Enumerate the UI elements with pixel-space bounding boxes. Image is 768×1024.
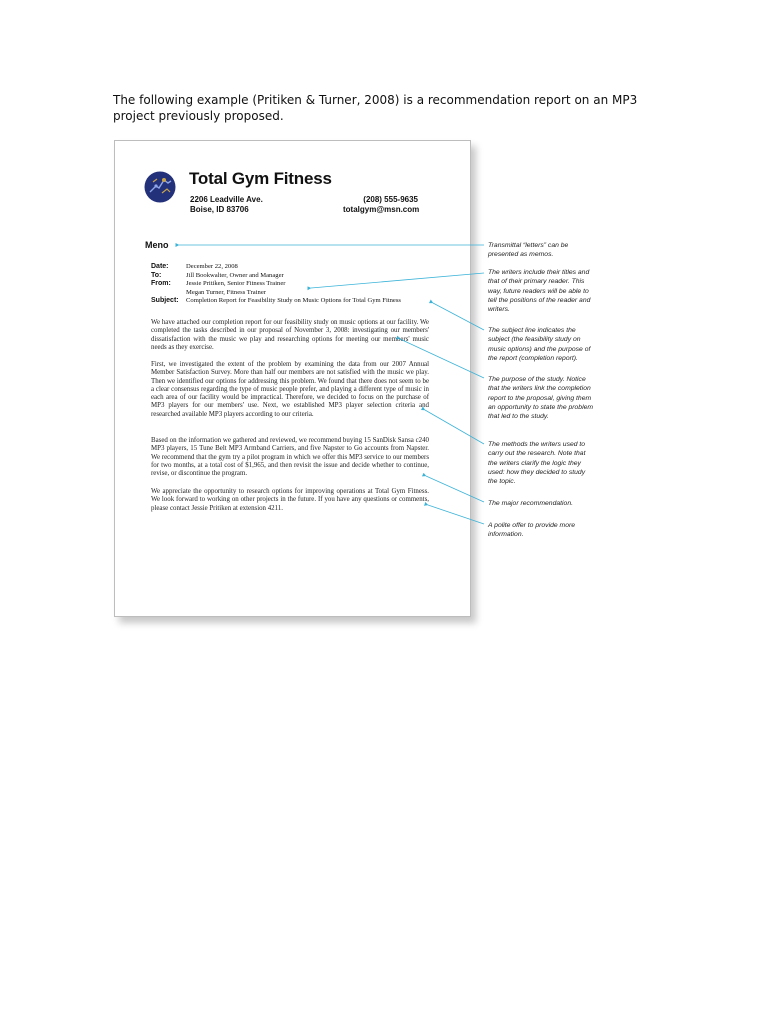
annotation-polite-offer: A polite offer to provide more information.	[488, 522, 576, 539]
annotation-methods: The methods the writers used to carry out the research. Note that the writers clarify the logic they used: how they decided to study the topic.	[488, 441, 586, 486]
memo-title: Meno	[145, 240, 169, 250]
address-line-2: Boise, ID 83706	[190, 205, 249, 214]
callout-line-subject	[433, 303, 484, 330]
company-phone: (208) 555-9635	[363, 195, 418, 204]
to-label: To:	[151, 271, 162, 279]
from-label: From:	[151, 280, 171, 287]
annotation-titles: The writers include their titles and that of their primary reader. This way, future readers will be able to tell the positions of the reader and writers.	[488, 269, 591, 314]
annotation-transmittal: Transmittal “letters” can be presented as memos.	[488, 242, 569, 259]
callout-line-purpose	[400, 339, 484, 378]
memo-paragraph-methods: First, we investigated the extent of the problem by examining the data from our 2007 Annual Member Satisfaction Survey. More than half our members are not satisfied with the music we play. Then we identified our options for addressing this problem. We found that there does not seem to be a clear consensus regarding the type of music people prefer, and playing a different type of music in each area of our facility would be impractical. Therefore, we decided to focus on the purchase of MP3 players for our members' use. Next, we established MP3 player selection criteria and researched available MP3 players according to our criteria.	[151, 361, 429, 418]
callout-line-offer	[428, 505, 484, 524]
callout-line-methods	[425, 410, 484, 444]
to-value: Jill Bookwalter, Owner and Manager	[186, 271, 284, 279]
intro-text: The following example (Pritiken & Turner, 2008) is a recommendation report on an MP3 project previously proposed.	[113, 93, 638, 123]
memo-paragraph-intro: We have attached our completion report for our feasibility study on music options at our facility. We completed the tasks described in our proposal of November 3, 2008: investigating our members' dissatisfaction with the music we play and researching options for meeting our members' music needs as they exercise.	[151, 319, 429, 351]
address-line-1: 2206 Leadville Ave.	[190, 195, 263, 204]
from-value-2: Megan Turner, Fitness Trainer	[186, 288, 266, 296]
annotation-subject-line: The subject line indicates the subject (the feasibility study on music options) and the purpose of the report (completion report).	[488, 327, 591, 362]
memo-paragraph-recommendation: Based on the information we gathered and reviewed, we recommend buying 15 SanDisk Sansa c240 MP3 players, 15 Tune Belt MP3 Armband Carriers, and five Napster to Go accounts from Napster. We recommend that the gym try a pilot program in which we offer this MP3 service to our members for two months, at a total cost of $1,965, and then revisit the issue and decide whether to continue, revise, or discontinue the program.	[151, 437, 429, 478]
subject-value: Completion Report for Feasibility Study on Music Options for Total Gym Fitness	[186, 297, 401, 304]
annotation-major-recommendation: The major recommendation.	[488, 500, 573, 507]
date-label: Date:	[151, 263, 169, 270]
date-value: December 22, 2008	[186, 263, 238, 270]
callout-line-recommendation	[426, 476, 484, 502]
company-email: totalgym@msn.com	[343, 205, 420, 214]
callout-line-titles	[311, 273, 484, 288]
from-value-1: Jessie Pritiken, Senior Fitness Trainer	[186, 280, 286, 287]
annotation-purpose: The purpose of the study. Notice that the writers link the completion report to the proposal, giving them an opportunity to state the problem that led to the study.	[488, 376, 594, 421]
company-name: Total Gym Fitness	[189, 169, 332, 188]
subject-label: Subject:	[151, 297, 179, 304]
memo-paragraph-closing: We appreciate the opportunity to research options for improving operations at Total Gym Fitness. We look forward to working on other projects in the future. If you have any questions or comments, please contact Jessie Pritiken at extension 4211.	[151, 488, 429, 512]
